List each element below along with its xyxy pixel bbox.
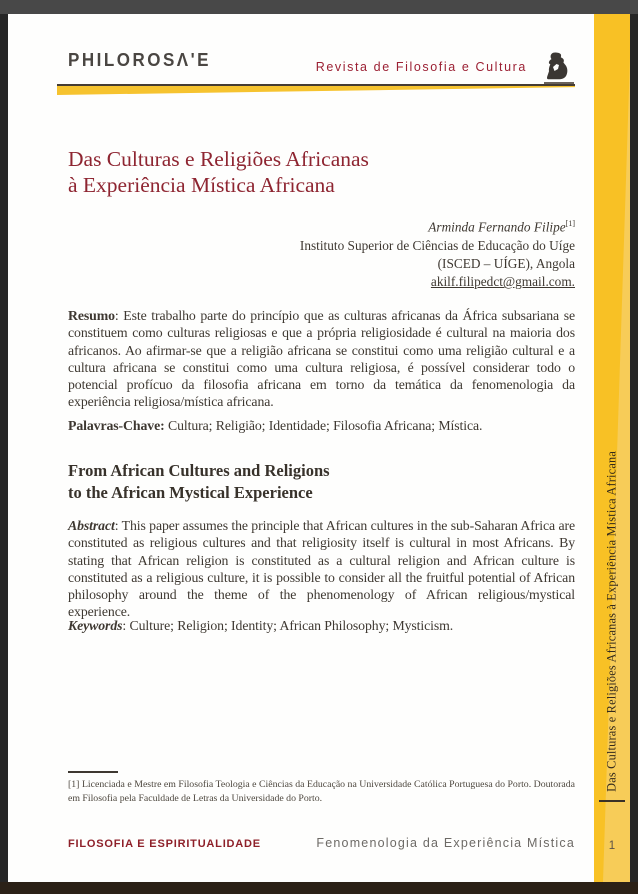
article-title-pt xyxy=(68,147,575,199)
thinker-icon xyxy=(544,51,574,85)
side-separator-line xyxy=(599,800,625,802)
article-title-en xyxy=(68,460,575,503)
bottom-frame-strip xyxy=(0,882,638,894)
title-pt-line2: à Experiência Mística Africana xyxy=(68,172,335,197)
palavras-label: Palavras-Chave: xyxy=(68,418,165,433)
resumo-label: Resumo xyxy=(68,308,115,323)
side-band xyxy=(594,14,630,882)
author-email-link[interactable]: akilf.filipedct@gmail.com. xyxy=(430,274,575,290)
footer-running-title: Fenomenologia da Experiência Mística xyxy=(316,836,575,850)
abstract-sep: : xyxy=(114,518,122,533)
footnote-marker: [1] xyxy=(68,779,80,790)
resumo-paragraph xyxy=(68,307,575,411)
page-footer xyxy=(68,836,575,850)
abstract-text: This paper assumes the principle that African cultures in the sub-Saharan Africa are constituted as religious cultures and that religiosity itself is cultural in most Africans. By stating that African religion is constituted as a cultural religion and African culture is constituted as a religious culture, it is possible to consider all the fruitful potential of African philosophy around the theme of the phenomenology of African religious/mystical experience. xyxy=(68,518,575,620)
footnote xyxy=(68,778,575,805)
resumo-text: Este trabalho parte do princípio que as culturas africanas da África subsariana se constituem como culturas religiosas e que a própria religiosidade é cultural na maioria dos africanos. Ao afirmar-se que a religião africana se constitui como uma religião cultural e a cultura africana se constitui como uma cultura religiosa, é possível considerar todo o potencial profícuo da filosofia africana em torno da temática da fenomenologia da experiência religiosa/mística africana. xyxy=(68,308,575,410)
title-pt-line1: Das Culturas e Religiões Africanas xyxy=(68,147,369,171)
palavras-chave-line xyxy=(68,417,575,434)
title-en-line1: From African Cultures and Religions xyxy=(68,461,330,480)
side-page-number: 1 xyxy=(608,840,616,852)
author-name: Arminda Fernando Filipe xyxy=(428,219,566,235)
author-affiliation-2: (ISCED – UÍGE), Angola xyxy=(437,256,575,272)
header-rule xyxy=(57,84,575,86)
abstract-label: Abstract xyxy=(68,518,115,533)
footer-section-label: FILOSOFIA E ESPIRITUALIDADE xyxy=(68,838,261,850)
author-affiliation-1: Instituto Superior de Ciências de Educação do Uíge xyxy=(299,237,575,253)
keywords-line xyxy=(68,617,575,634)
author-name-line xyxy=(68,215,575,237)
footnote-text: Licenciada e Mestre em Filosofia Teologia e Ciências da Educação na Universidade Católica Portuguesa do Porto. Doutorada em Filosofia pela Faculdade de Letras da Universidade do Porto. xyxy=(68,779,575,804)
author-email-line xyxy=(68,273,575,291)
resumo-sep: : xyxy=(114,308,124,323)
palavras-text: Cultura; Religião; Identidade; Filosofia Africana; Mística. xyxy=(167,418,483,433)
footnote-separator xyxy=(68,771,118,773)
keywords-sep: : xyxy=(122,618,130,633)
side-vertical-title: Das Culturas e Religiões Africanas à Experiência Mística Africana xyxy=(604,451,619,792)
journal-subtitle: Revista de Filosofia e Cultura xyxy=(315,60,527,74)
top-frame-strip xyxy=(0,0,638,14)
title-en-line2: to the African Mystical Experience xyxy=(68,482,313,502)
keywords-text: Culture; Religion; Identity; African Philosophy; Mysticism. xyxy=(129,618,454,633)
author-block xyxy=(68,215,575,292)
journal-page xyxy=(8,14,630,882)
author-footnote-ref: [1] xyxy=(565,219,575,228)
abstract-paragraph xyxy=(68,517,575,621)
journal-logo: PHILOROSΛ'E xyxy=(68,50,212,71)
header-yellow-wedge xyxy=(57,86,575,95)
keywords-label: Keywords xyxy=(68,618,123,633)
